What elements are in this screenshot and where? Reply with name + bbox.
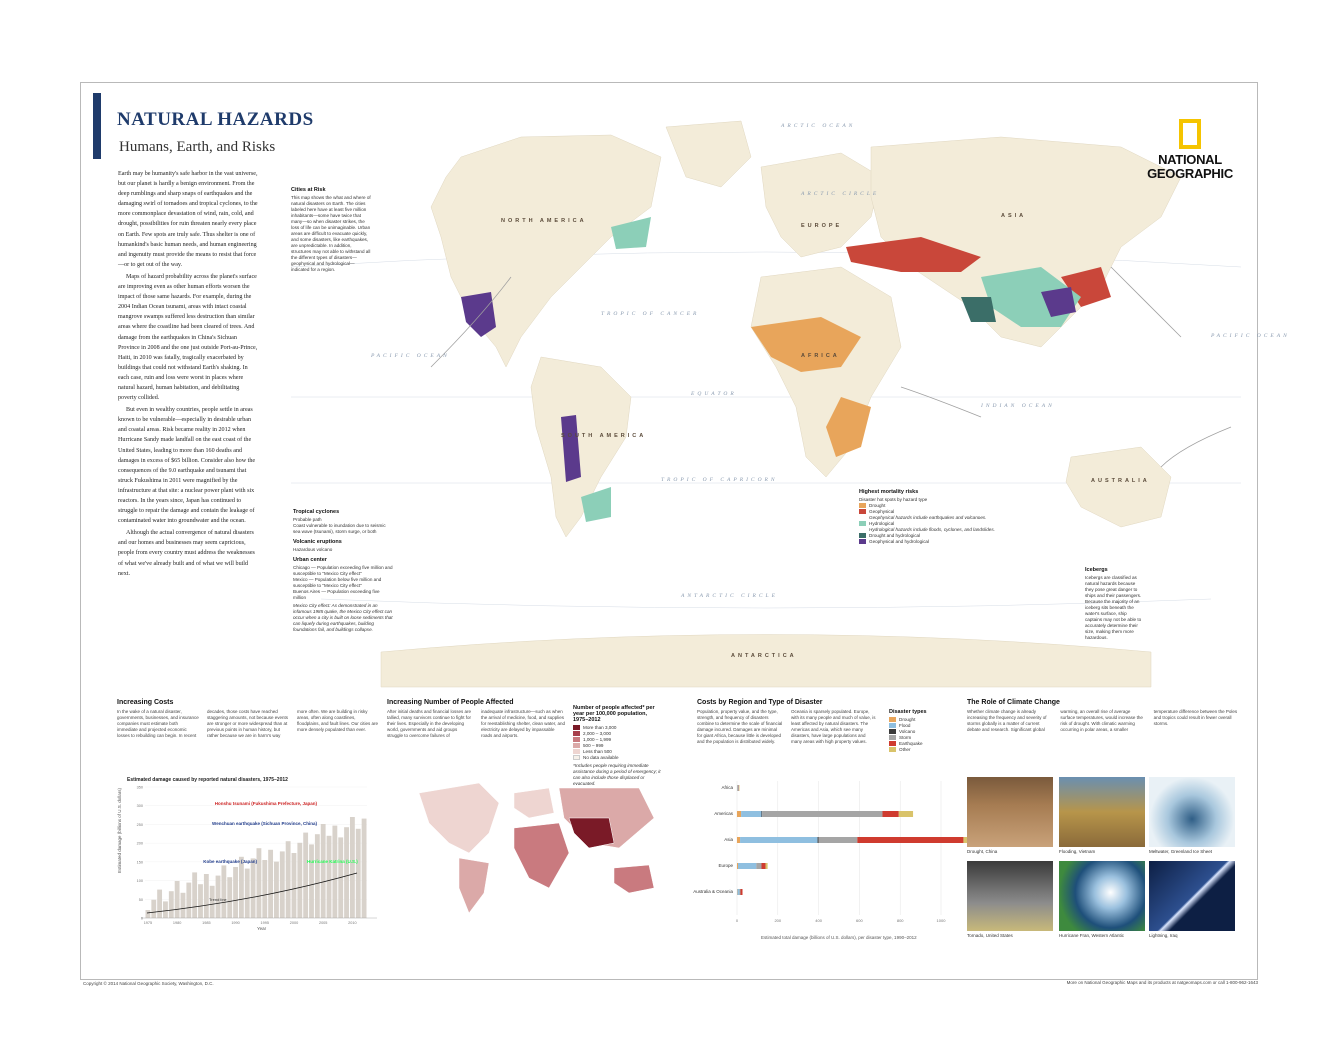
x-tick-label: 1985: [202, 921, 211, 925]
continent-label: EUROPE: [801, 223, 843, 229]
damage-bar: [251, 858, 256, 918]
intro-text: [118, 169, 258, 581]
damage-bar: [204, 874, 209, 918]
legend-item: Buenos Aires — Population exceeding five million: [293, 589, 380, 600]
choropleth-swatch-icon: [573, 731, 580, 736]
region-bar-segment: [756, 863, 761, 869]
legend-item: Drought and hydrological: [869, 533, 921, 538]
ocean-label: INDIAN OCEAN: [981, 403, 1055, 409]
section-costs-by-region: [697, 699, 877, 745]
region-europe: [514, 788, 554, 818]
region-africa: [514, 823, 569, 888]
hydrological-swatch-icon: [859, 521, 866, 526]
legend-title: Tropical cyclones: [293, 509, 340, 515]
earthquake-swatch-icon: [889, 741, 896, 746]
geophysical-hydrological-swatch-icon: [859, 539, 866, 544]
photo-flooding: [1059, 777, 1145, 854]
legend-item: 2,000 – 3,000: [583, 731, 612, 736]
y-tick-label: 250: [136, 822, 143, 827]
section-title: The Role of Climate Change: [967, 699, 1060, 706]
land-antarctica: [381, 635, 1151, 688]
section-title: Increasing Costs: [117, 699, 174, 706]
damage-bar: [163, 901, 168, 918]
legend-title: Disaster types: [889, 709, 927, 715]
legend-subtitle: Disaster hot spots by hazard type: [859, 497, 928, 502]
damage-bar: [257, 848, 262, 918]
damage-bar: [321, 824, 326, 918]
legend-item: Less than 500: [583, 749, 612, 754]
yellow-border-icon: [1179, 119, 1201, 149]
region-bar-segment: [740, 889, 742, 895]
cyclone-path: [901, 387, 981, 417]
section-title: Increasing Number of People Affected: [387, 699, 514, 706]
annotation-katrina: Hurricane Katrina (U.S.): [307, 859, 358, 864]
legend-note: Geophysical hazards include earthquakes and volcanoes.: [869, 515, 987, 520]
damage-bar: [350, 817, 355, 918]
intro-paragraph: Maps of hazard probability across the planet's surface are improving even as other human efforts worsen the impact of those same hazards. For example, during the 2004 Indian Ocean tsunami, areas with intact coastal mangrove swamps suffered less destruction than similar areas where the coastline had been cleared of trees. And damage from the earthquakes in China's Sichuan Province in 2008 and the one just outside Port-au-Prince, Haiti, in 2010 was fatally, tragically exacerbated by buildings that could not withstand Earth's shaking. In each case, ruin and loss were worst in places where natural hazard, human habitation, and debilitating poverty collided.: [118, 273, 258, 402]
legend-item: Drought: [899, 717, 916, 722]
damage-bar: [292, 853, 297, 918]
damage-bar: [327, 836, 332, 918]
other-swatch-icon: [889, 747, 896, 752]
damage-bar: [175, 881, 180, 918]
damage-bar: [332, 826, 337, 918]
chart-xlabel: Estimated total damage (billions of U.S. dollars), per disaster type, 1990–2012: [761, 935, 917, 940]
damage-bar: [169, 891, 174, 918]
region-label: Australia & Oceania: [693, 889, 733, 894]
drought-swatch-icon: [889, 717, 896, 722]
photo-tornado: [967, 861, 1053, 938]
photo-image: [1059, 777, 1145, 847]
ocean-label: PACIFIC OCEAN: [1211, 333, 1290, 339]
damage-bar: [274, 862, 279, 918]
land-europe: [761, 153, 881, 257]
damage-bar: [280, 851, 285, 918]
x-tick-label: 2010: [348, 921, 357, 925]
x-tick-label: 200: [774, 918, 782, 923]
damage-bar: [297, 843, 302, 918]
section-climate-change: [967, 699, 1239, 733]
damage-bar: [315, 834, 320, 918]
chart-title: Estimated damage caused by reported natural disasters, 1975–2012: [127, 777, 288, 783]
legend-title: Highest mortality risks: [859, 489, 919, 495]
trend-label: Trend line: [209, 897, 227, 902]
legend-note: *Includes people requiring immediate assistance during a period of emergency; it can also include those displaced or evacuated.: [573, 763, 661, 786]
region-bar-segment: [740, 837, 818, 843]
damage-bar: [151, 900, 156, 918]
latitude-label: ANTARCTIC CIRCLE: [681, 593, 778, 599]
legend-item: Flood: [899, 723, 911, 728]
section-people-affected: [387, 699, 567, 739]
continent-label: ANTARCTICA: [731, 653, 797, 659]
region-bar-segment: [857, 837, 963, 843]
region-australia: [614, 865, 654, 893]
x-tick-label: 800: [896, 918, 904, 923]
region-bar-segment: [818, 837, 819, 843]
region-bar-segment: [819, 837, 858, 843]
choropleth-swatch-icon: [573, 725, 580, 730]
logo-text: NATIONAL: [1158, 152, 1222, 167]
latitude-label: EQUATOR: [691, 391, 737, 397]
damage-bar-chart: [117, 773, 379, 933]
damage-bar: [344, 827, 349, 918]
intro-paragraph: Earth may be humanity's safe harbor in the vast universe, but our planet is hardly a benign environment. From the deep rumblings and sharp snaps of earthquakes and the damaging swirl of tornadoes and tropical cyclones, to the more commonplace devastation of wind, rain, cold, and drought, possibilities for ruin threaten nearly every place on Earth. Few spots are truly safe. Thus shelter is one of humankind's basic human needs, and human engineering and ingenuity must provide the means to resist that force—or to get out of the way.: [118, 171, 258, 268]
choropleth-swatch-icon: [573, 749, 580, 754]
legend-item: More than 3,000: [583, 725, 617, 730]
annotation-kobe: Kobe earthquake (Japan): [203, 859, 257, 864]
region-label: Americas: [714, 811, 733, 816]
region-bar-segment: [882, 811, 898, 817]
y-tick-label: 150: [136, 860, 143, 865]
photo-caption: Tornado, United States: [967, 933, 1013, 938]
region-bar-segment: [737, 863, 738, 869]
volcano-swatch-icon: [889, 729, 896, 734]
region-label: Africa: [721, 785, 733, 790]
continent-label: AFRICA: [801, 353, 840, 359]
legend-title: Urban center: [293, 557, 327, 563]
damage-bar: [245, 869, 250, 918]
land-australia: [1066, 447, 1171, 527]
legend-row: [859, 539, 999, 545]
damage-bar: [157, 890, 162, 918]
photo-drought: [967, 777, 1053, 854]
national-geographic-logo: [1141, 119, 1239, 181]
region-bar-segment: [737, 811, 741, 817]
damage-bar: [181, 893, 186, 918]
chart-xlabel: Year: [257, 926, 267, 931]
x-tick-label: 0: [735, 918, 739, 923]
region-bar-segment: [739, 889, 740, 895]
cyclone-path: [1161, 427, 1231, 467]
legend-cyclones: [293, 509, 393, 633]
damage-bar: [233, 867, 238, 918]
region-bar-segment: [738, 785, 739, 791]
region-bar-segment: [741, 811, 761, 817]
legend-item: Mexico — Population below five million and susceptible to "Mexico City effect": [293, 577, 382, 588]
y-tick-label: 0: [140, 916, 143, 921]
people-affected-choropleth: [399, 773, 669, 923]
more-info-text: More on National Geographic Maps and its products at natgeomaps.com or call 1-800-962-1643: [1066, 980, 1258, 985]
intro-paragraph: Although the actual convergence of natural disasters and our homes and businesses may seem capricious, people from every country must address the weaknesses of what we've already built and of what we will build next.: [118, 530, 255, 577]
hazard-drought-hydrological-areas: [961, 297, 996, 322]
photo-image: [1149, 777, 1235, 847]
page-subtitle: Humans, Earth, and Risks: [119, 139, 276, 155]
legend-item: Earthquake: [899, 741, 923, 746]
legend-item: 500 – 999: [583, 743, 604, 748]
photo-caption: Flooding, Vietnam: [1059, 849, 1096, 854]
legend-note: Mexico City effect: As demonstrated in an infamous 1985 quake, the Mexico City effect can occur when a city is built on loose sediments that can liquefy during earthquakes, building foundations fail, and buildings collapse.: [293, 603, 393, 632]
legend-item: Chicago — Population exceeding five million and susceptible to "Mexico City effect": [293, 565, 393, 576]
photo-image: [967, 777, 1053, 847]
legend-row: [889, 747, 949, 753]
annotation-wenchuan: Wenchuan earthquake (Sichuan Province, China): [212, 821, 317, 826]
photo-image: [1149, 861, 1235, 931]
damage-bar: [198, 884, 203, 918]
continent-label: ASIA: [1001, 213, 1027, 219]
legend-title: Cities at Risk: [291, 187, 326, 193]
land-greenland: [666, 121, 751, 187]
geophysical-swatch-icon: [859, 509, 866, 514]
damage-bar: [303, 833, 308, 918]
photo-lightning: [1149, 861, 1235, 938]
land-north-america: [431, 135, 661, 367]
legend-note: Hydrological hazards include floods, cyclones, and landslides.: [869, 527, 995, 532]
damage-bar: [192, 872, 197, 918]
legend-item: Storm: [899, 735, 912, 740]
choropleth-swatch-icon: [573, 743, 580, 748]
y-tick-label: 350: [136, 785, 143, 790]
region-north-america: [419, 783, 499, 853]
legend-mortality-risks: [859, 489, 999, 545]
latitude-label: TROPIC OF CANCER: [601, 311, 700, 317]
region-south-east-asia: [569, 818, 614, 848]
legend-text: Icebergs are classified as natural hazards because they pose great danger to ships and their passengers. Because the majority of an iceberg sits beneath the water's surface, ship captains may not be able to accurately determine their size, making them more hazardous.: [1085, 575, 1142, 640]
section-text: Population, property value, and the type, strength, and frequency of disasters combine to determine the scale of financial damage incurred. Damages are minimal for giant Africa, because little is developed and the population is distributed widely. Oceania is sparsely populated. Europe, with its many people and much of value, is least affected by natural disasters. The Americas and Asia, which see many disasters, have large populations and many areas with high property values.: [697, 709, 876, 744]
copyright-text: Copyright © 2014 National Geographic Society, Washington, D.C.: [83, 981, 214, 986]
choropleth-swatch-icon: [573, 755, 580, 760]
photo-caption: Lightning, Iraq: [1149, 933, 1178, 938]
photo-meltwater: [1149, 777, 1235, 854]
legend-item: Volcano: [899, 729, 916, 734]
flood-swatch-icon: [889, 723, 896, 728]
legend-item: Coast vulnerable to inundation due to seismic sea wave (tsunami), storm surge, or both: [293, 523, 386, 534]
y-tick-label: 50: [138, 897, 143, 902]
chart-ylabel: Estimated damage (billions of U.S. dollars): [117, 787, 122, 873]
legend-title: Volcanic eruptions: [293, 539, 342, 545]
region-bar-segment: [761, 863, 765, 869]
damage-bar: [221, 865, 226, 918]
region-bar-segment: [761, 811, 762, 817]
legend-item: Geophysical: [869, 509, 895, 514]
section-title: Costs by Region and Type of Disaster: [697, 699, 823, 706]
damage-bar: [362, 819, 367, 918]
x-tick-label: 600: [856, 918, 863, 923]
y-tick-label: 300: [136, 804, 143, 809]
x-tick-label: 1990: [231, 921, 240, 925]
legend-item: No data available: [583, 755, 619, 760]
y-tick-label: 100: [136, 879, 143, 884]
legend-item: Hazardous volcano: [293, 547, 333, 552]
region-bar-segment: [737, 889, 739, 895]
photo-caption: Hurricane Fran, Western Atlantic: [1059, 933, 1124, 938]
legend-disaster-types: [889, 709, 949, 753]
x-tick-label: 2000: [289, 921, 299, 925]
legend-icebergs: [1085, 567, 1145, 641]
section-increasing-costs: [117, 699, 379, 739]
latitude-label: ARCTIC CIRCLE: [801, 191, 880, 197]
region-bar-segment: [737, 785, 738, 791]
page-title: NATURAL HAZARDS: [117, 109, 314, 130]
drought-swatch-icon: [859, 503, 866, 508]
x-tick-label: 400: [815, 918, 822, 923]
photo-caption: Drought, China: [967, 849, 998, 854]
legend-item: Hydrological: [869, 521, 895, 526]
photo-caption: Meltwater, Greenland Ice Sheet: [1149, 849, 1213, 854]
legend-item: Other: [899, 747, 911, 752]
choropleth-swatch-icon: [573, 737, 580, 742]
map-graticule: [321, 599, 1211, 608]
region-south-america: [459, 858, 489, 913]
region-stacked-bar-chart: [681, 773, 951, 943]
x-tick-label: 1975: [143, 921, 153, 925]
region-label: Asia: [724, 837, 733, 842]
damage-bar: [239, 857, 244, 918]
section-text: In the wake of a natural disaster, governments, businesses, and insurance companies must estimate both immediate and projected economic losses to rebuilding can begin. In recent decades, those costs have reached staggering amounts, not because events are stronger or more widespread than at previous points in human history, but rather because we are in harm's way more often. We are building in risky areas, often along coastlines, floodplains, and fault lines. Our cities are more densely populated than ever.: [117, 709, 379, 738]
region-label: Europe: [718, 863, 733, 868]
annotation-honshu: Honshu tsunami (Fukushima Prefecture, Japan): [214, 801, 317, 806]
damage-bar: [286, 841, 291, 918]
legend-row: [573, 755, 663, 761]
region-bar-segment: [899, 811, 913, 817]
x-tick-label: 1000: [936, 918, 946, 923]
legend-item: Probable path: [293, 517, 322, 522]
storm-swatch-icon: [889, 735, 896, 740]
continent-label: NORTH AMERICA: [501, 218, 587, 224]
continent-label: AUSTRALIA: [1091, 478, 1150, 484]
legend-item: Drought: [869, 503, 886, 508]
legend-item: Geophysical and hydrological: [869, 539, 930, 544]
damage-bars: [146, 817, 367, 918]
legend-title: Icebergs: [1085, 567, 1108, 573]
region-bar-segment: [762, 811, 882, 817]
damage-bar: [186, 883, 191, 918]
damage-bar: [309, 844, 314, 918]
land-south-america: [531, 357, 631, 537]
region-bar-segment: [766, 863, 768, 869]
photo-image: [967, 861, 1053, 931]
section-text: After initial deaths and financial losses are tallied, many survivors continue to fight for their lives. Especially in the developing world, governments and aid groups struggle to overcome failures of inadequate infrastructure—such as when the arrival of medicine, food, and supplies for reestablishing shelter, clean water, and electricity are delayed by impassable roads and airports.: [387, 709, 566, 738]
x-tick-label: 2005: [318, 921, 328, 925]
damage-bar: [262, 860, 267, 918]
logo-text: GEOGRAPHIC: [1147, 166, 1233, 181]
x-tick-label: 1980: [172, 921, 182, 925]
cyclone-path: [1111, 267, 1181, 337]
region-bar-segment: [738, 863, 756, 869]
legend-item: 1,000 – 1,999: [583, 737, 612, 742]
section-text: Whether climate change is already increasing the frequency and severity of storms globally is a matter of current debate and research. Significant global warming, an overall rise of average surface temperatures, would increase the risk of drought. With climatic warming occurring in polar areas, a smaller temperature difference between the Poles and tropics could result in fewer overall storms.: [967, 709, 1238, 732]
title-accent-bar: [93, 93, 101, 159]
legend-text: This map shows the what and where of natural disasters on Earth. The cities labeled here have at least five million inhabitants—some have twice that many—so when disaster strikes, the loss of life can be unimaginable. Urban areas are difficult to evacuate quickly, and some disasters, like earthquakes, are unpredictable. In addition, structures may not able to withstand all the different types of disasters—geophysical and hydrological—indicated for a region.: [291, 195, 371, 272]
region-bar-segment: [737, 837, 740, 843]
photo-image: [1059, 861, 1145, 931]
photo-hurricane: [1059, 861, 1145, 938]
x-tick-label: 1995: [260, 921, 269, 925]
y-tick-label: 200: [136, 841, 143, 846]
latitude-label: TROPIC OF CAPRICORN: [661, 477, 778, 483]
land-africa: [751, 267, 901, 477]
damage-bar: [268, 850, 273, 918]
ocean-label: ARCTIC OCEAN: [781, 123, 856, 129]
damage-bar: [146, 910, 151, 918]
legend-title: Number of people affected* per year per 100,000 population, 1975–2012: [573, 705, 655, 723]
intro-paragraph: But even in wealthy countries, people settle in areas known to be vulnerable—especially in desirable urban and coastal areas. Risk became reality in 2012 when Hurricane Sandy made landfall on the east coast of the United States, leading to more than 160 deaths and damages in excess of $65 billion. Consider also how the consequences of the 9.0 earthquake and tsunami that struck Fukushima in 2011 were magnified by the infrastructure at that site: a nuclear power plant with six reactors. In the years since, Japan has continued to struggle to repair the damage and contain the leakage of contaminated water into groundwater and the ocean.: [118, 407, 256, 525]
continent-label: SOUTH AMERICA: [561, 433, 647, 439]
region-bars: [737, 781, 970, 915]
legend-cities-at-risk: [291, 187, 371, 273]
damage-bar: [227, 877, 232, 918]
drought-hydrological-swatch-icon: [859, 533, 866, 538]
ocean-label: PACIFIC OCEAN: [371, 353, 450, 359]
